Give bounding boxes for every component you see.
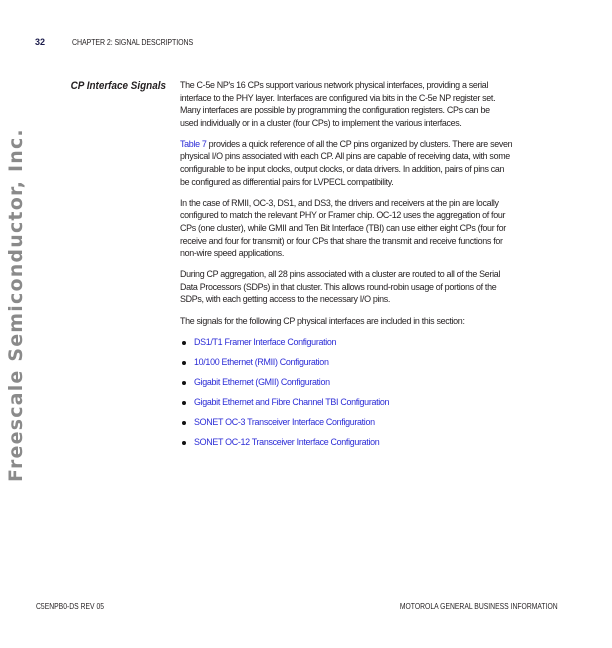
paragraph-line: non-wire speed applications.	[180, 248, 284, 260]
paragraphs	[180, 80, 570, 328]
paragraph-line: Data Processors (SDPs) in that cluster. This allows round-robin usage of portions of the	[180, 281, 497, 293]
paragraph-line: Many interfaces are possible by programming the configuration registers. CPs can be	[180, 105, 490, 117]
paragraph-line: In the case of RMII, OC-3, DS1, and DS3, the drivers and receivers at the pin are locally	[180, 197, 499, 209]
paragraph-line: physical I/O pins associated with each CP. All pins are capable of receiving data, with some	[180, 151, 510, 163]
paragraph-line: The signals for the following CP physical interfaces are included in this section:	[180, 315, 465, 327]
interface-link[interactable]: SONET OC-12 Transceiver Interface Configuration	[194, 436, 380, 448]
section-heading: CP Interface Signals	[70, 80, 166, 92]
paragraph-line: configured to match the relevant PHY or Framer chip. OC-12 uses the aggregation of four	[180, 210, 506, 222]
paragraph	[180, 269, 570, 307]
list-item	[180, 377, 570, 397]
paragraph-line: configurable to be input clocks, output clocks, or data drivers. In addition, pairs of pins can	[180, 164, 505, 176]
list-item	[180, 337, 570, 357]
interface-link[interactable]: DS1/T1 Framer Interface Configuration	[194, 336, 337, 348]
bullet-icon	[182, 441, 186, 445]
paragraph-line	[180, 139, 543, 152]
bullet-icon	[182, 381, 186, 385]
bullet-icon	[182, 341, 186, 345]
paragraph-line: receive and four for transmit) or four CPs that share the transmit and receive functions for	[180, 235, 503, 247]
page-number: 32	[35, 37, 46, 47]
bullet-icon	[182, 361, 186, 365]
paragraph	[180, 139, 570, 189]
interface-list	[180, 337, 570, 457]
interface-link[interactable]: SONET OC-3 Transceiver Interface Configuration	[194, 416, 375, 428]
paragraph-line: CPs (one cluster), while GMII and Ten Bit Interface (TBI) can use either eight CPs (four for	[180, 222, 506, 234]
list-item	[180, 417, 570, 437]
paragraph	[180, 198, 570, 261]
paragraph	[180, 80, 570, 130]
paragraph-line: used individually or in a cluster (four CPs) to implement the various interfaces.	[180, 117, 462, 129]
side-banner: Freescale Semiconductor, Inc.	[5, 128, 27, 482]
footer-classification: MOTOROLA GENERAL BUSINESS INFORMATION	[400, 602, 558, 611]
paragraph-line: interface to the PHY layer. Interfaces are configured via bits in the C-5e NP register set.	[180, 92, 496, 104]
paragraph-line: SDPs, with each getting access to the necessary I/O pins.	[180, 294, 391, 306]
bullet-icon	[182, 401, 186, 405]
paragraph-line: The C-5e NP's 16 CPs support various network physical interfaces, providing a serial	[180, 80, 489, 91]
bullet-icon	[182, 421, 186, 425]
paragraph-text: provides a quick reference of all the CP pins organized by clusters. There are seven	[206, 138, 513, 150]
chapter-title: CHAPTER 2: SIGNAL DESCRIPTIONS	[72, 38, 194, 47]
footer-doc-id: C5ENPB0-DS REV 05	[36, 602, 105, 611]
interface-link[interactable]: 10/100 Ethernet (RMII) Configuration	[194, 356, 329, 368]
list-item	[180, 397, 570, 417]
interface-link[interactable]: Gigabit Ethernet and Fibre Channel TBI Configuration	[194, 396, 390, 408]
paragraph-line: be configured as differential pairs for LVPECL compatibility.	[180, 176, 394, 188]
paragraph-line: During CP aggregation, all 28 pins associated with a cluster are routed to all of the Serial	[180, 269, 501, 281]
section-body	[180, 80, 570, 457]
table-7-link[interactable]: Table 7	[180, 138, 207, 150]
interface-link[interactable]: Gigabit Ethernet (GMII) Configuration	[194, 376, 330, 388]
paragraph	[180, 316, 570, 329]
list-item	[180, 357, 570, 377]
list-item	[180, 437, 570, 457]
